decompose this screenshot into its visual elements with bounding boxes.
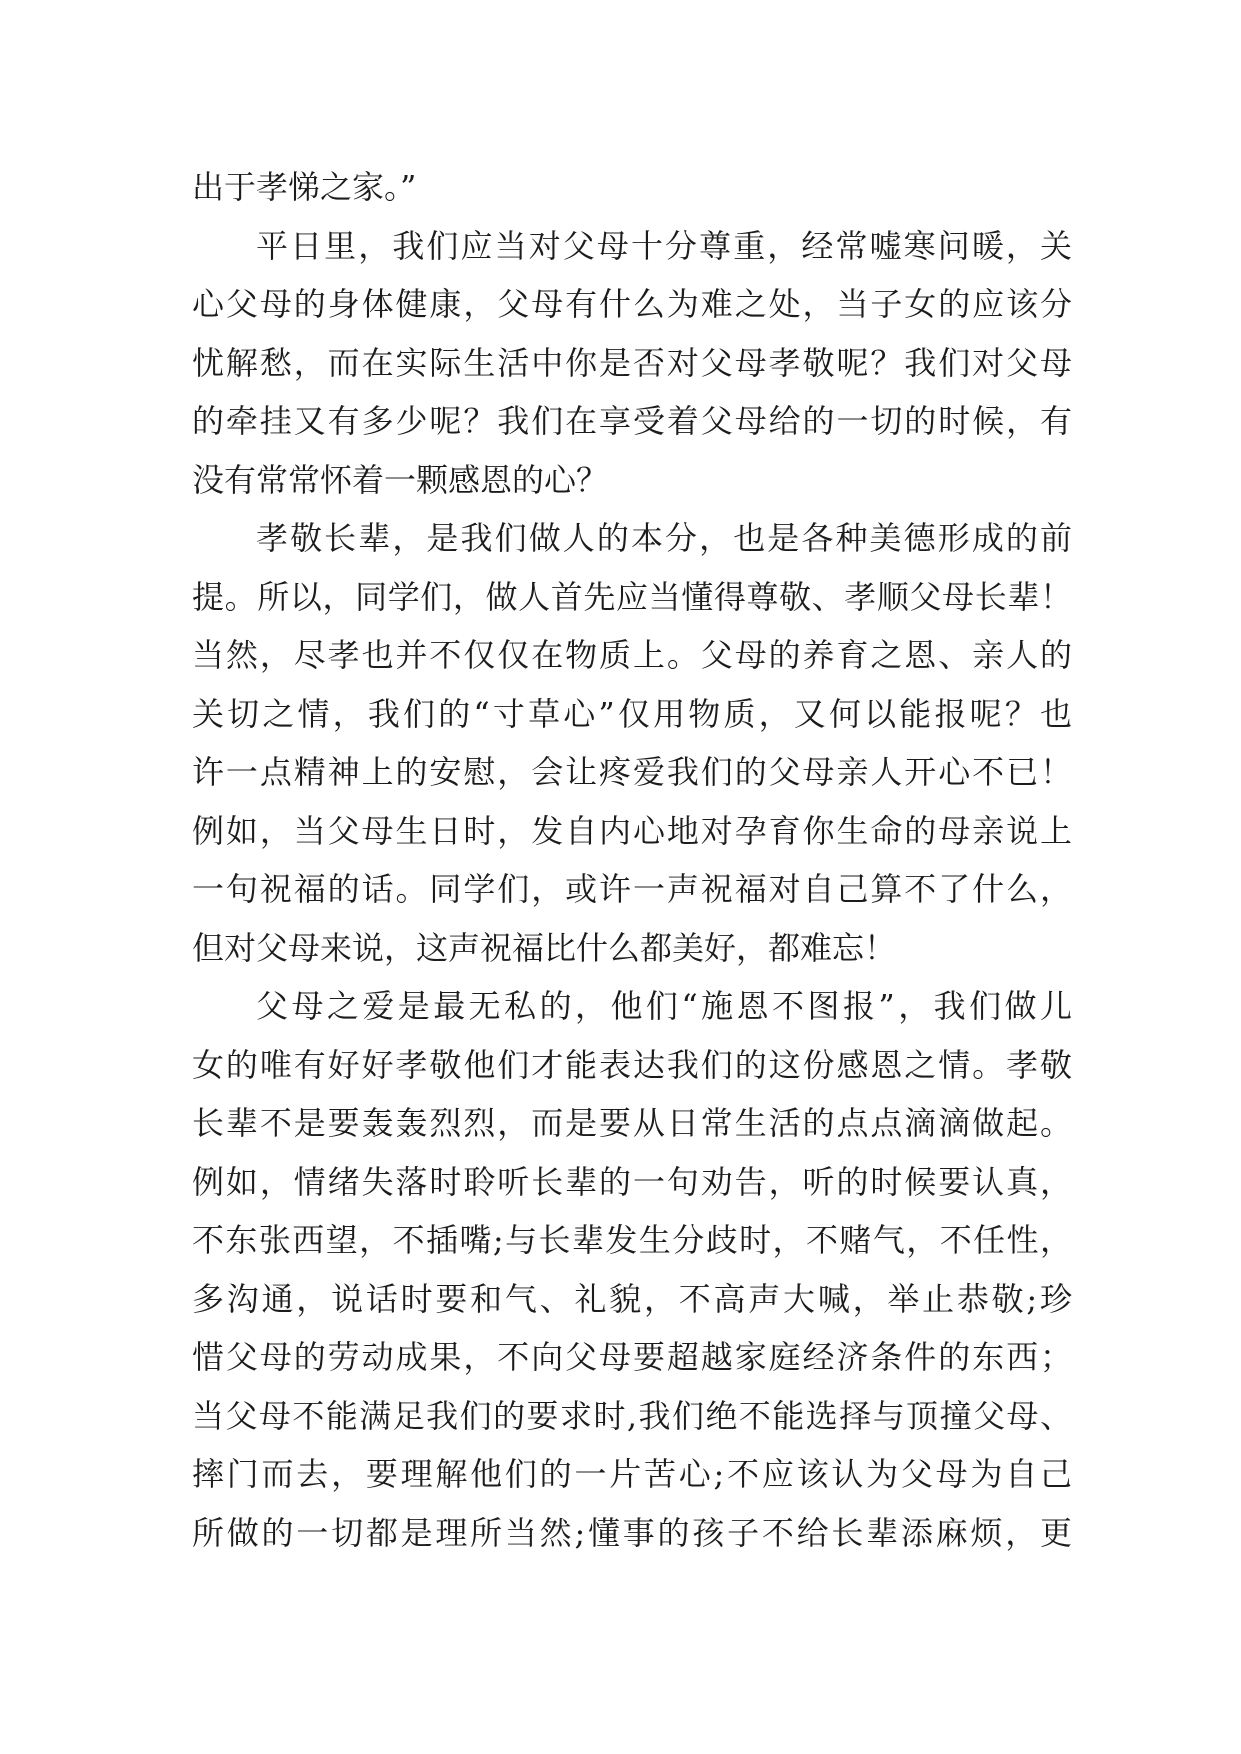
text-line: 不东张西望，不插嘴;与长辈发生分歧时，不赌气，不任性， bbox=[192, 1221, 1072, 1259]
text-line: 例如，当父母生日时，发自内心地对孕育你生命的母亲说上 bbox=[192, 811, 1072, 850]
text-line: 摔门而去，要理解他们的一片苦心;不应该认为父母为自己 bbox=[192, 1455, 1072, 1493]
text-line: 所做的一切都是理所当然;懂事的孩子不给长辈添麻烦，更 bbox=[192, 1513, 1072, 1552]
text-line: 女的唯有好好孝敬他们才能表达我们的这份感恩之情。孝敬 bbox=[192, 1045, 1072, 1084]
text-line: 许一点精神上的安慰，会让疼爱我们的父母亲人开心不已！ bbox=[192, 753, 1072, 791]
text-line: 的牵挂又有多少呢？我们在享受着父母给的一切的时候，有 bbox=[192, 402, 1072, 440]
text-line: 惜父母的劳动成果，不向父母要超越家庭经济条件的东西； bbox=[192, 1338, 1072, 1376]
text-line: 但对父母来说，这声祝福比什么都美好，都难忘！ bbox=[192, 928, 897, 967]
text-line: 忧解愁，而在实际生活中你是否对父母孝敬呢？我们对父母 bbox=[192, 343, 1072, 382]
text-line: 心父母的身体健康，父母有什么为难之处，当子女的应该分 bbox=[192, 285, 1072, 323]
body-text bbox=[192, 158, 1072, 1562]
text-line: 当然，尽孝也并不仅仅在物质上。父母的养育之恩、亲人的 bbox=[192, 636, 1072, 674]
text-line: 长辈不是要轰轰烈烈，而是要从日常生活的点点滴滴做起。 bbox=[192, 1104, 1072, 1142]
text-line: 孝敬长辈，是我们做人的本分，也是各种美德形成的前 bbox=[256, 519, 1072, 557]
text-line: 没有常常怀着一颗感恩的心？ bbox=[192, 460, 609, 499]
text-line: 提。所以，同学们，做人首先应当懂得尊敬、孝顺父母长辈！ bbox=[192, 577, 1072, 616]
text-line: 例如，情绪失落时聆听长辈的一句劝告，听的时候要认真， bbox=[192, 1162, 1072, 1201]
text-line: 父母之爱是最无私的，他们“施恩不图报”，我们做儿 bbox=[256, 987, 1072, 1025]
text-line: 多沟通，说话时要和气、礼貌，不高声大喊，举止恭敬;珍 bbox=[192, 1279, 1072, 1318]
text-line: 当父母不能满足我们的要求时,我们绝不能选择与顶撞父母、 bbox=[192, 1396, 1072, 1435]
text-line: 关切之情，我们的“寸草心”仅用物质，又何以能报呢？也 bbox=[192, 694, 1072, 733]
text-line: 一句祝福的话。同学们，或许一声祝福对自己算不了什么， bbox=[192, 870, 1072, 908]
text-line: 出于孝悌之家。” bbox=[192, 168, 417, 206]
text-line: 平日里，我们应当对父母十分尊重，经常嘘寒问暖，关 bbox=[256, 226, 1072, 265]
